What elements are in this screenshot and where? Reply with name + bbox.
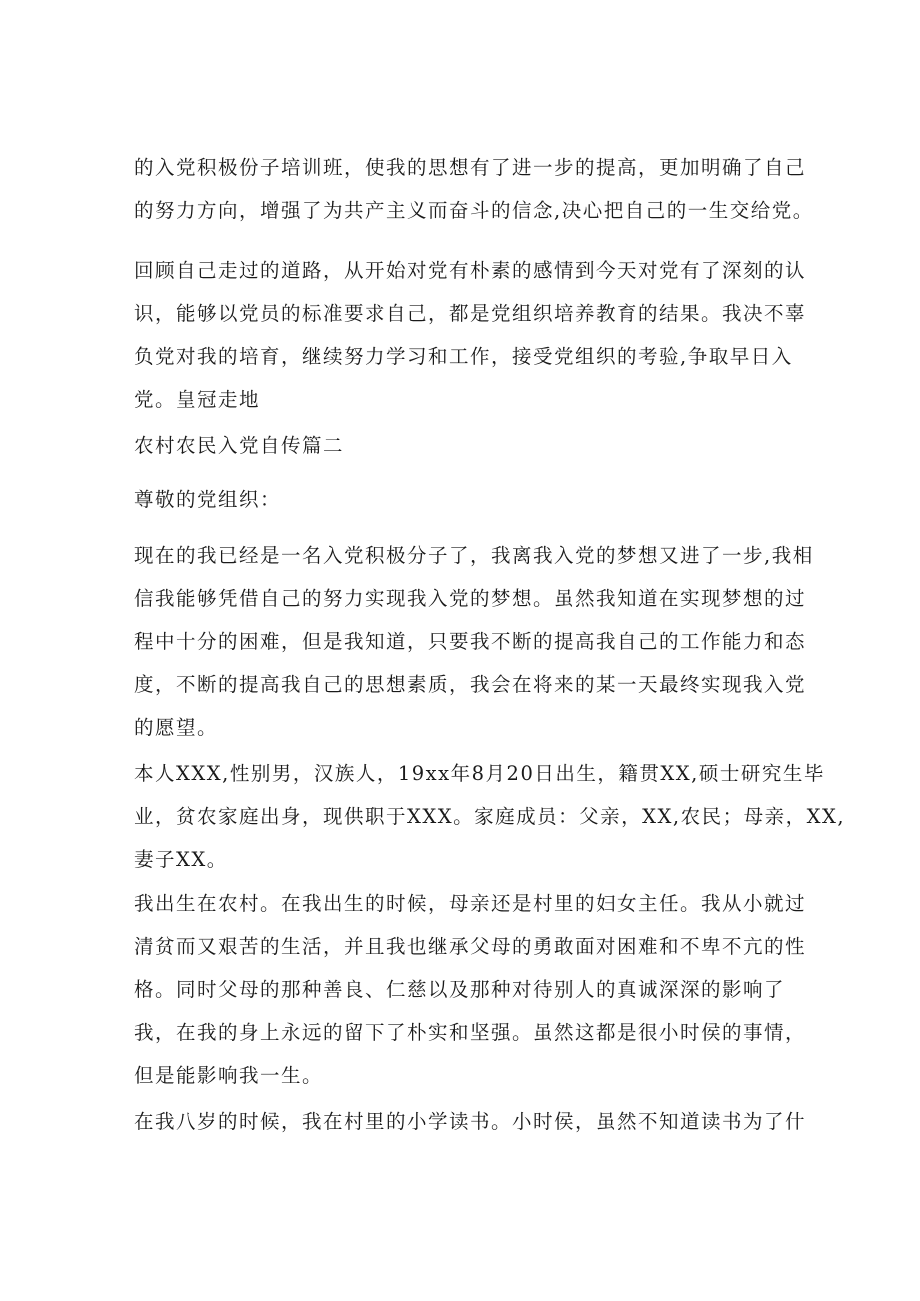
paragraph-line: 业，贫农家庭出身，现供职于XXX。家庭成员：父亲，XX,农民；母亲，XX, xyxy=(134,805,846,828)
paragraph-line: 在我八岁的时候，我在村里的小学读书。小时侯，虽然不知道读书为了什 xyxy=(134,1110,807,1133)
salutation-text: 尊敬的党组织： xyxy=(134,488,282,511)
paragraph-line: 我，在我的身上永远的留下了朴实和坚强。虽然这都是很小时侯的事情， xyxy=(134,1021,807,1044)
paragraph-2 xyxy=(134,249,807,421)
paragraph-4 xyxy=(134,752,846,881)
paragraph-line: 信我能够凭借自己的努力实现我入党的梦想。虽然我知道在实现梦想的过 xyxy=(134,587,807,610)
paragraph-line: 的入党积极份子培训班，使我的思想有了进一步的提高，更加明确了自己 xyxy=(134,156,807,179)
paragraph-line: 妻子XX。 xyxy=(134,848,228,871)
heading-text: 农村农民入党自传篇二 xyxy=(134,434,345,457)
paragraph-5 xyxy=(134,882,807,1097)
paragraph-line: 党。皇冠走地 xyxy=(134,388,261,411)
paragraph-line: 本人XXX,性别男，汉族人，19xx年8月20日出生，籍贯XX,硕士研究生毕 xyxy=(134,762,825,785)
paragraph-line: 的愿望。 xyxy=(134,716,219,739)
paragraph-line: 负党对我的培育，继续努力学习和工作，接受党组织的考验,争取早日入 xyxy=(134,345,793,368)
paragraph-line: 我出生在农村。在我出生的时候，母亲还是村里的妇女主任。我从小就过 xyxy=(134,892,807,915)
paragraph-1 xyxy=(134,146,814,232)
section-heading xyxy=(134,424,794,467)
paragraph-3 xyxy=(134,534,814,749)
paragraph-line: 格。同时父母的那种善良、仁慈以及那种对待别人的真诚深深的影响了 xyxy=(134,978,786,1001)
paragraph-line: 现在的我已经是一名入党积极分子了，我离我入党的梦想又进了一步,我相 xyxy=(134,544,814,567)
paragraph-line: 识，能够以党员的标准要求自己，都是党组织培养教育的结果。我决不辜 xyxy=(134,302,807,325)
paragraph-line: 程中十分的困难，但是我知道，只要我不断的提高我自己的工作能力和态 xyxy=(134,630,807,653)
paragraph-line: 度，不断的提高我自己的思想素质，我会在将来的某一天最终实现我入党 xyxy=(134,673,807,696)
paragraph-line: 的努力方向，增强了为共产主义而奋斗的信念,决心把自己的一生交给党。 xyxy=(134,199,814,222)
salutation xyxy=(134,478,794,521)
paragraph-line: 回顾自己走过的道路，从开始对党有朴素的感情到今天对党有了深刻的认 xyxy=(134,259,807,282)
paragraph-6 xyxy=(134,1100,807,1143)
paragraph-line: 清贫而又艰苦的生活，并且我也继承父母的勇敢面对困难和不卑不亢的性 xyxy=(134,935,807,958)
paragraph-line: 但是能影响我一生。 xyxy=(134,1064,324,1087)
